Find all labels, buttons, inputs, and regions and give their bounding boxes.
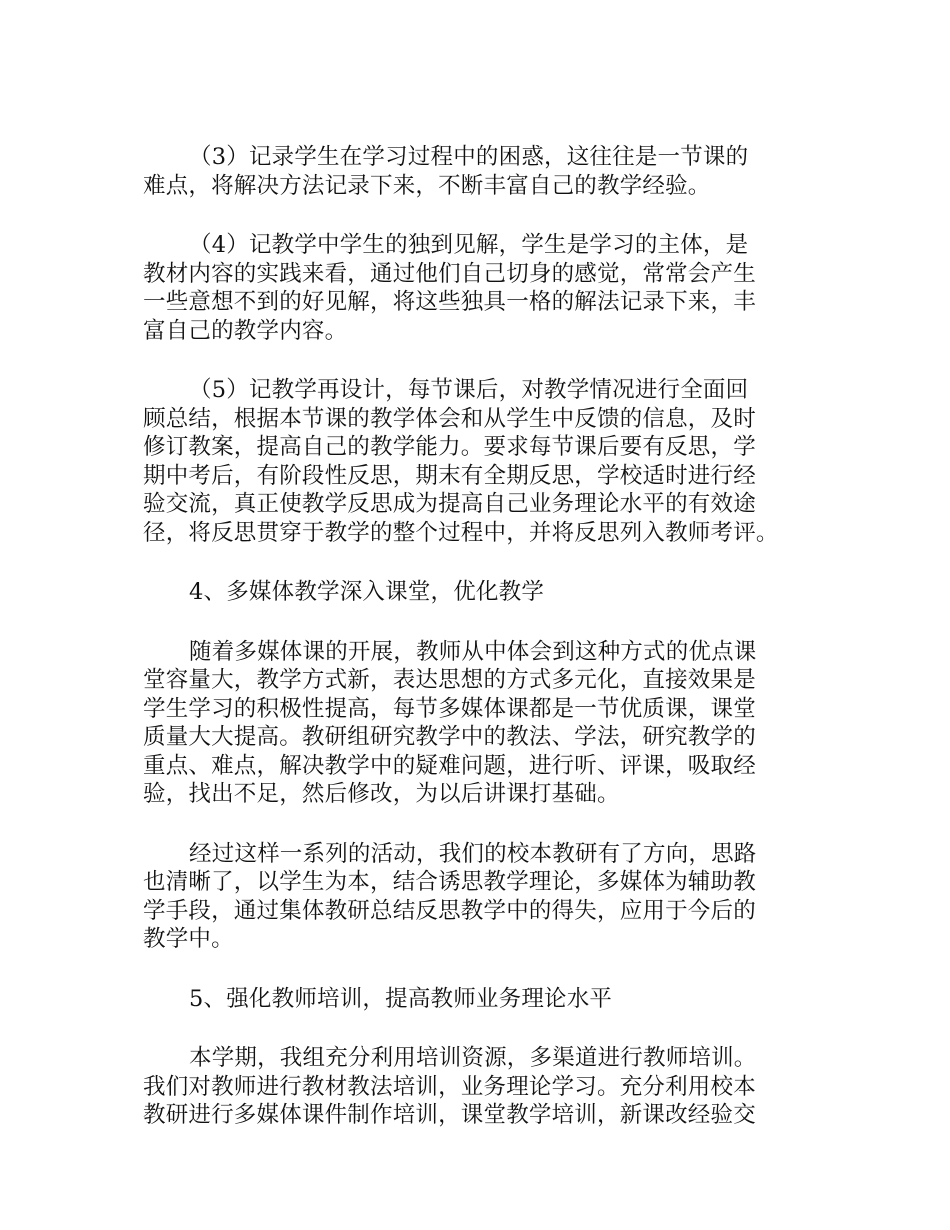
paragraph-line: 我们对教师进行教材教法培训，业务理论学习。充分利用校本 [143,1073,756,1100]
paragraph-line: 难点，将解决方法记录下来，不断丰富自己的教学经验。 [143,172,711,199]
paragraph-3 [143,143,833,200]
section-heading-line: 5、强化教师培训，提高教师业务理论水平 [189,985,613,1012]
paragraph-line: 也清晰了，以学生为本，结合诱思教学理论，多媒体为辅助教 [143,869,756,895]
paragraph-line: 质量大大提高。教研组研究教学中的教法、学法，研究教学的 [143,724,756,750]
paragraph-line: 教学中。 [143,926,234,952]
document-body [143,143,833,1161]
paragraph-line: 教研进行多媒体课件制作培训，课堂教学培训，新课改经验交 [143,1102,756,1128]
paragraph-7 [143,840,833,954]
paragraph-line: 修订教案，提高自己的教学能力。要求每节课后要有反思，学 [143,434,756,460]
paragraph-line: 堂容量大，教学方式新，表达思想的方式多元化，直接效果是 [143,667,756,693]
paragraph-line: 期中考后，有阶段性反思，期末有全期反思，学校适时进行经 [143,462,756,489]
paragraph-line: （3）记录学生在学习过程中的困惑，这往往是一节课的 [189,144,749,170]
paragraph-line: 富自己的教学内容。 [143,317,348,344]
section-heading-4 [143,578,833,607]
paragraph-line: 径，将反思贯穿于教学的整个过程中，并将反思列入教师考评。 [143,519,779,546]
section-heading-line: 4、多媒体教学深入课堂，优化教学 [189,579,545,605]
paragraph-line: 一些意想不到的好见解，将这些独具一格的解法记录下来，丰 [143,289,756,315]
paragraph-4 [143,231,833,345]
section-heading-5 [143,985,833,1014]
paragraph-line: 随着多媒体课的开展，教师从中体会到这种方式的优点课 [189,638,757,665]
paragraph-8 [143,1044,833,1130]
paragraph-6 [143,638,833,809]
paragraph-line: 重点、难点，解决教学中的疑难问题，进行听、评课，吸取经 [143,752,756,779]
paragraph-line: 学手段，通过集体教研总结反思教学中的得失，应用于今后的 [143,897,756,924]
paragraph-line: 验交流，真正使教学反思成为提高自己业务理论水平的有效途 [143,491,756,517]
paragraph-line: 本学期，我组充分利用培训资源，多渠道进行教师培训。 [189,1045,757,1071]
paragraph-line: 教材内容的实践来看，通过他们自己切身的感觉，常常会产生 [143,260,756,287]
paragraph-5 [143,376,833,547]
paragraph-line: （5）记教学再设计，每节课后，对教学情况进行全面回 [189,377,749,403]
paragraph-line: （4）记教学中学生的独到见解，学生是学习的主体，是 [189,232,749,258]
paragraph-line: 经过这样一系列的活动，我们的校本教研有了方向，思路 [189,840,757,867]
paragraph-line: 验，找出不足，然后修改，为以后讲课打基础。 [143,781,620,807]
paragraph-line: 顾总结，根据本节课的教学体会和从学生中反馈的信息，及时 [143,405,756,432]
paragraph-line: 学生学习的积极性提高，每节多媒体课都是一节优质课，课堂 [143,695,756,722]
